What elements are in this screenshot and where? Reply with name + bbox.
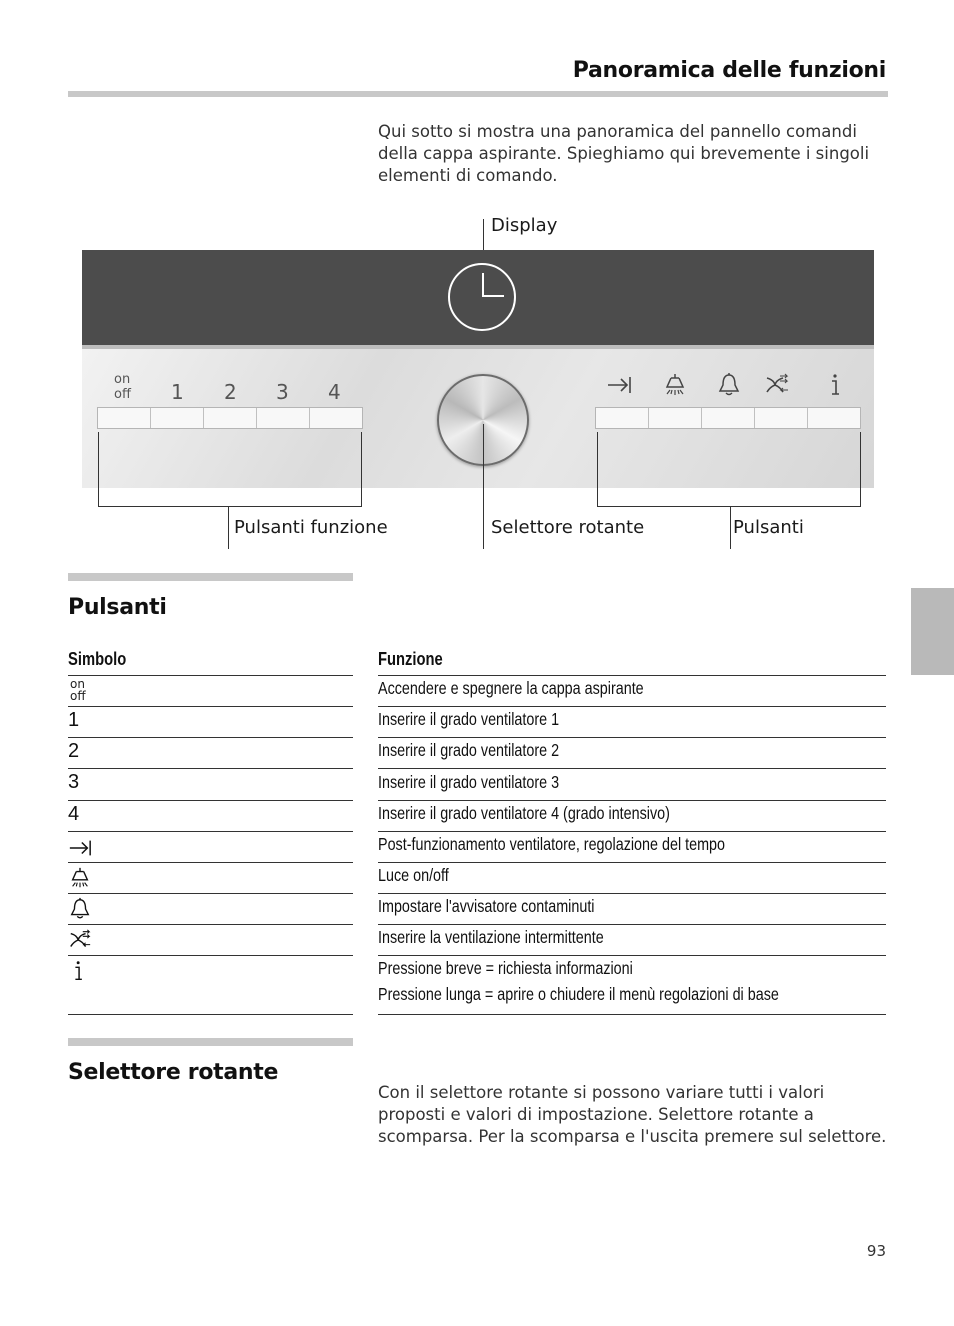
selector-callout-line (483, 424, 484, 549)
panel-level-4: 4 (328, 380, 341, 404)
panel-button-3[interactable] (257, 408, 310, 428)
buttons-bracket-left (597, 432, 598, 507)
buttons-bracket-right (860, 432, 861, 507)
section-heading-pulsanti: Pulsanti (68, 595, 167, 620)
symbol-level-1: 1 (68, 709, 80, 731)
section-rule-selettore (68, 1038, 353, 1046)
panel-level-3: 3 (276, 380, 289, 404)
section-rule-pulsanti (68, 573, 353, 581)
symbol-level-2: 2 (68, 740, 80, 762)
function-text: Luce on/off (378, 865, 449, 885)
panel-button-2[interactable] (204, 408, 257, 428)
info-icon (68, 959, 92, 983)
page-title: Panoramica delle funzioni (572, 58, 886, 83)
function-text: Post-funzionamento ventilatore, regolazione del tempo (378, 834, 726, 854)
buttons-callout-line (730, 506, 731, 549)
control-panel-illustration (82, 250, 874, 488)
panel-button-interval[interactable] (755, 408, 808, 428)
function-text: Impostare l'avvisatore contaminuti (378, 896, 595, 916)
panel-button-run-on[interactable] (596, 408, 649, 428)
column-header-symbol: Simbolo (68, 649, 127, 669)
fan-run-on-icon (606, 372, 632, 398)
light-icon (68, 866, 92, 890)
function-text: Inserire il grado ventilatore 1 (378, 709, 560, 729)
bell-icon (716, 372, 742, 398)
function-text: Inserire il grado ventilatore 3 (378, 772, 560, 792)
symbol-level-3: 3 (68, 771, 80, 793)
bell-icon (68, 897, 92, 921)
selector-description: Con il selettore rotante si possono variare tutti i valori proposti e valori di impostazione. Selettore rotante a scomparsa. Per la scomparsa e l'uscita premere sul selettore. (378, 1083, 887, 1146)
symbol-level-4: 4 (68, 803, 80, 825)
symbol-onoff: on off (70, 677, 86, 703)
clock-icon (448, 263, 516, 331)
function-text: Pressione breve = richiesta informazioni (378, 958, 633, 978)
function-text: Inserire la ventilazione intermittente (378, 927, 604, 947)
function-buttons-callout-line (228, 506, 229, 549)
function-text: Inserire il grado ventilatore 2 (378, 740, 560, 760)
display-area (82, 250, 874, 345)
section-heading-selettore: Selettore rotante (68, 1060, 279, 1085)
panel-button-1[interactable] (151, 408, 204, 428)
function-text-line2: Pressione lunga = aprire o chiudere il menù regolazioni di base (378, 984, 779, 1004)
panel-button-4[interactable] (310, 408, 362, 428)
panel-button-onoff[interactable] (98, 408, 151, 428)
title-rule (68, 91, 888, 97)
selector-label: Selettore rotante (491, 517, 645, 538)
buttons-label: Pulsanti (733, 517, 804, 538)
function-text: Inserire il grado ventilatore 4 (grado intensivo) (378, 803, 670, 823)
function-buttons-bracket-right (361, 432, 362, 507)
display-label: Display (491, 215, 558, 236)
light-icon (662, 372, 688, 398)
function-button-bar (97, 407, 363, 429)
panel-button-timer[interactable] (702, 408, 755, 428)
button-bar-right (595, 407, 861, 429)
fan-run-on-icon (68, 836, 92, 860)
page-number: 93 (866, 1242, 886, 1260)
panel-button-info[interactable] (808, 408, 860, 428)
display-callout-line (483, 219, 484, 251)
panel-onoff-label: on off (114, 372, 131, 402)
function-buttons-bracket-left (98, 432, 99, 507)
intro-paragraph: Qui sotto si mostra una panoramica del pannello comandi della cappa aspirante. Spieghiamo qui brevemente i singoli elementi di comando. (378, 122, 870, 185)
function-buttons-label: Pulsanti funzione (234, 517, 388, 538)
buttons-bracket-bottom (597, 506, 861, 507)
panel-level-1: 1 (171, 380, 184, 404)
panel-button-light[interactable] (649, 408, 702, 428)
side-tab-marker (911, 588, 954, 675)
interval-ventilation-icon (764, 372, 790, 398)
function-text: Accendere e spegnere la cappa aspirante (378, 678, 644, 698)
panel-level-2: 2 (224, 380, 237, 404)
column-header-function: Funzione (378, 649, 443, 669)
function-buttons-bracket-bottom (98, 506, 362, 507)
info-icon (822, 372, 848, 398)
interval-ventilation-icon (68, 928, 92, 952)
